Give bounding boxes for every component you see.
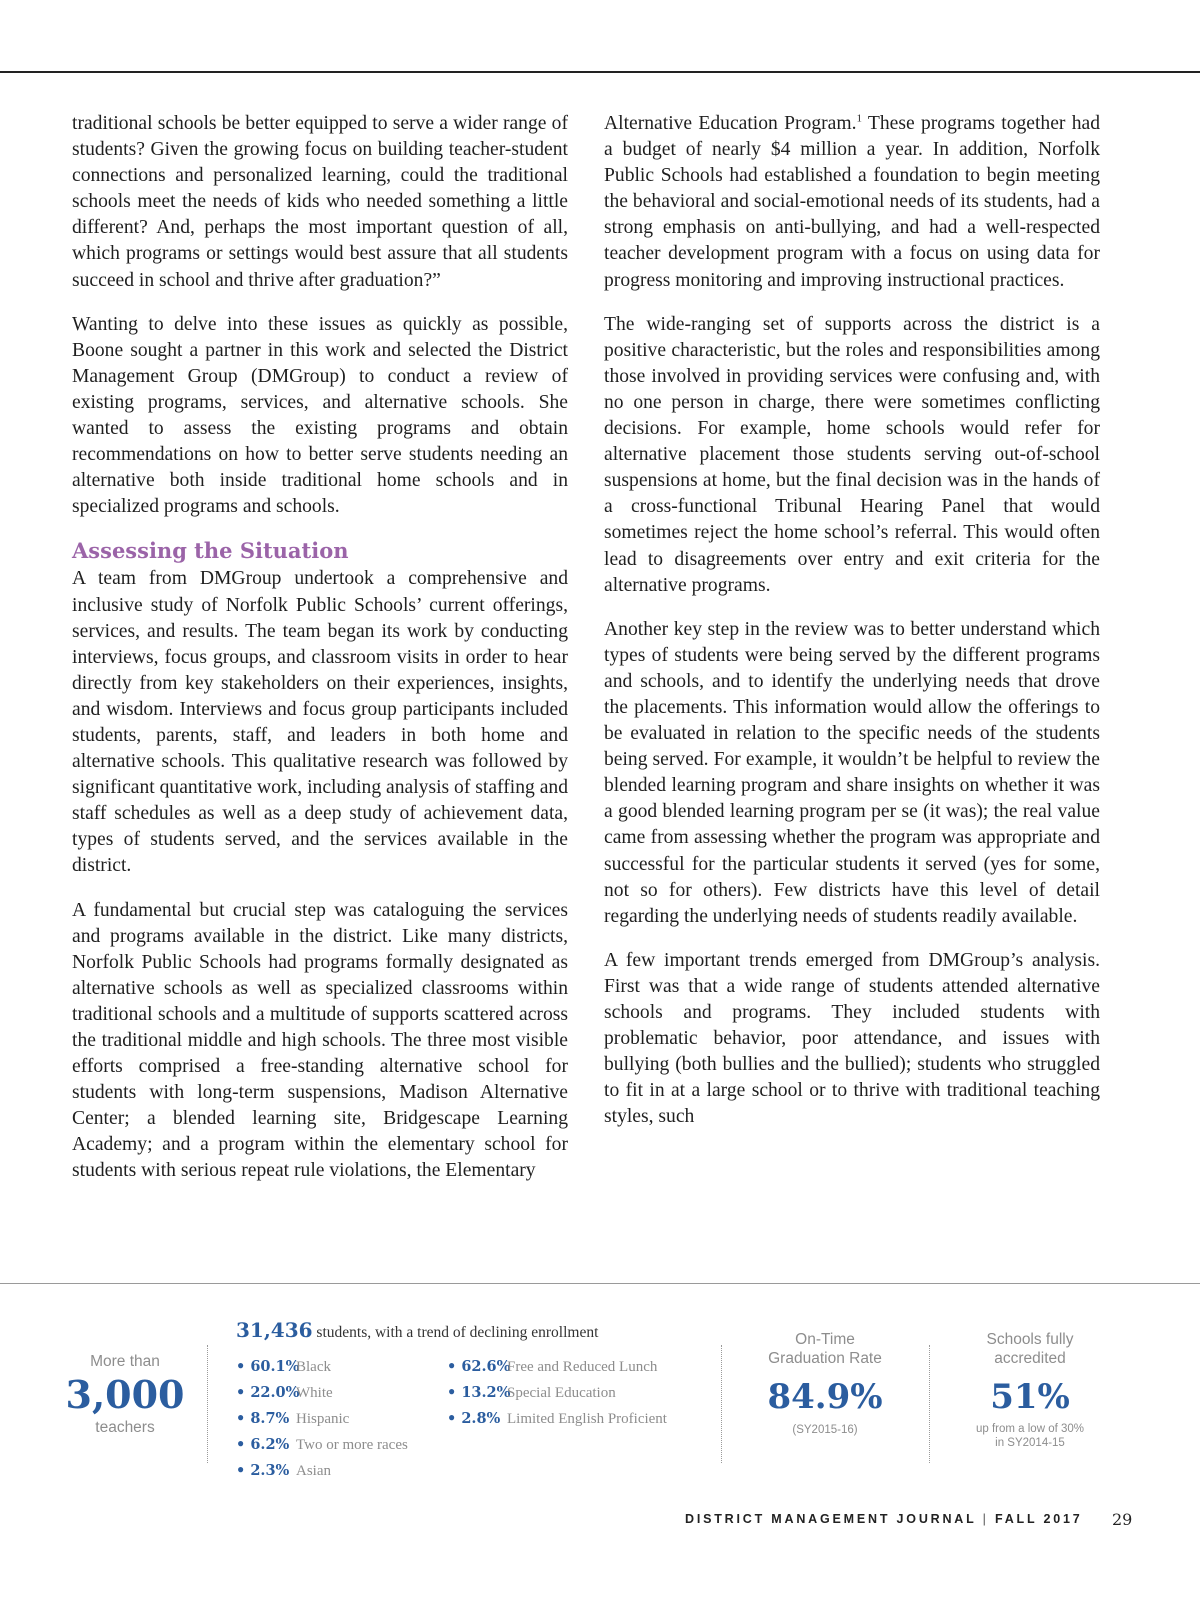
teachers-value: 3,000 — [65, 1372, 185, 1417]
section-heading: Assessing the Situation — [72, 538, 349, 564]
students-count: 31,436 — [236, 1318, 313, 1342]
top-rule — [0, 71, 1200, 73]
demographic-pct: • 8.7% — [236, 1410, 290, 1427]
programs-list — [447, 1354, 667, 1432]
journal-issue: FALL 2017 — [994, 1512, 1083, 1526]
teachers-label-top: More than — [90, 1353, 160, 1370]
demographic-pct: • 22.0% — [236, 1384, 300, 1401]
demographic-label: Two or more races — [296, 1437, 408, 1453]
left-paragraph-2: Wanting to delve into these issues as quickly as possible, Boone sought a partner in this work and selected the District Management Group (DMGroup) to conduct a review of existing programs, services, and alternative schools. She wanted to assess the existing programs and obtain recommendations on how to better serve students needing an alternative both inside traditional home schools and in specialized programs and schools. — [72, 313, 568, 518]
teachers-stat — [60, 1352, 190, 1438]
right-paragraph-1 — [604, 111, 1100, 294]
right-paragraph-1-start: Alternative Education Program. — [604, 113, 857, 134]
dotted-divider-2 — [721, 1345, 722, 1463]
right-column — [604, 111, 1100, 1148]
program-item — [447, 1406, 667, 1432]
accreditation-stat — [950, 1330, 1110, 1450]
dotted-divider-3 — [929, 1345, 930, 1463]
students-label: students, with a trend of declining enrollment — [316, 1324, 599, 1341]
demographics-list — [236, 1354, 408, 1484]
accreditation-label-1: Schools fully — [986, 1331, 1074, 1348]
accreditation-label-2: accredited — [994, 1350, 1066, 1367]
journal-name: DISTRICT MANAGEMENT JOURNAL — [685, 1512, 977, 1526]
right-paragraph-4: A few important trends emerged from DMGroup’s analysis. First was that a wide range of students attended alternative schools and programs. They included students with problematic behavior, poor attendance, and issues with bullying (both bullies and the bullied); students who struggled to fit in at a large school or to thrive with traditional teaching styles, such — [604, 949, 1100, 1128]
left-paragraph-3: A team from DMGroup undertook a comprehensive and inclusive study of Norfolk Public Schools’ current offerings, services, and results. The team began its work by conducting interviews, focus groups, and classroom visits in order to hear directly from key stakeholders on their experiences, insights, and wisdom. Interviews and focus group participants included students, parents, staff, and leaders in both home and alternative schools. This qualitative research was followed by significant quantitative work, including analysis of staffing and staff schedules as well as a deep study of achievement data, types of students served, and the services available in the district. — [72, 568, 568, 877]
demographic-item — [236, 1354, 408, 1380]
program-pct: • 2.8% — [447, 1410, 501, 1427]
demographic-label: Black — [296, 1359, 331, 1375]
stats-divider — [0, 1283, 1200, 1284]
demographic-pct: • 60.1% — [236, 1358, 300, 1375]
demographic-pct: • 6.2% — [236, 1436, 290, 1453]
program-pct: • 13.2% — [447, 1384, 511, 1401]
demographic-item — [236, 1432, 408, 1458]
graduation-stat — [745, 1330, 905, 1438]
graduation-note: (SY2015-16) — [792, 1424, 858, 1436]
demographic-label: Hispanic — [296, 1411, 350, 1427]
left-paragraph-1: traditional schools be better equipped to serve a wider range of students? Given the growing focus on building teacher-student connections and personalized learning, could the traditional schools meet the needs of kids who needed something a little different? And, perhaps the most important question of all, which programs or settings would best assure that all students succeed in school and thrive after graduation?” — [72, 113, 568, 291]
graduation-label-2: Graduation Rate — [768, 1350, 882, 1367]
program-label: Limited English Proficient — [507, 1411, 667, 1427]
graduation-label-1: On-Time — [795, 1331, 855, 1348]
accreditation-note-1: up from a low of 30% — [975, 1423, 1085, 1435]
demographic-item — [236, 1380, 408, 1406]
demographic-label: White — [296, 1385, 333, 1401]
accreditation-value: 51% — [990, 1377, 1070, 1417]
program-item — [447, 1380, 667, 1406]
left-column — [72, 111, 568, 1203]
footer-separator: | — [982, 1512, 989, 1526]
right-paragraph-2: The wide-ranging set of supports across the district is a positive characteristic, but the roles and responsibilities among those involved in providing services were confusing and, with no one person in charge, there were sometimes conflicting decisions. For example, home schools would refer for alternative placement those students serving out-of-school suspensions at home, but the final decision was in the hands of a cross-functional Tribunal Hearing Panel that would sometimes reject the home school’s referral. This would often lead to disagreements over entry and exit criteria for the alternative programs. — [604, 313, 1100, 596]
demographic-pct: • 2.3% — [236, 1462, 290, 1479]
right-paragraph-3: Another key step in the review was to better understand which types of students were being served by the different programs and schools, and to identify the underlying needs that drove the placements. This information would allow the offerings to be evaluated in relation to the specific needs of the students being served. For example, it wouldn’t be helpful to review the blended learning program and share insights on whether it was a good blended learning program per se (it was); the real value came from assessing whether the program was appropriate and successful for the particular students it served (yes for some, not so for others). Few districts have this level of detail regarding the underlying needs of students readily available. — [604, 618, 1100, 927]
footer-journal — [685, 1512, 1082, 1526]
demographic-item — [236, 1406, 408, 1432]
demographic-item — [236, 1458, 408, 1484]
demographic-label: Asian — [296, 1463, 331, 1479]
page-number: 29 — [1112, 1510, 1133, 1529]
program-label: Free and Reduced Lunch — [507, 1359, 658, 1375]
right-paragraph-1-rest: These programs together had a budget of nearly $4 million a year. In addition, Norfolk Public Schools had established a foundation to begin meeting the behavioral and social-emotional needs of its students, had a strong emphasis on anti-bullying, and had a well-respected teacher development program with a focus on using data for progress monitoring and improving instructional practices. — [604, 113, 1101, 291]
program-pct: • 62.6% — [447, 1358, 511, 1375]
graduation-value: 84.9% — [767, 1377, 883, 1417]
program-item — [447, 1354, 667, 1380]
students-headline — [236, 1318, 598, 1342]
left-paragraph-4: A fundamental but crucial step was cataloguing the services and programs available in the district. Like many districts, Norfolk Public Schools had programs formally designated as alternative schools as well as specialized classrooms within traditional schools and a multitude of supports scattered across the traditional middle and high schools. The three most visible efforts comprised a free-standing alternative school for students with long-term suspensions, Madison Alternative Center; a blended learning site, Bridgescape Learning Academy; and a program within the elementary school for students with serious repeat rule violations, the Elementary — [72, 899, 568, 1182]
dotted-divider-1 — [207, 1345, 208, 1463]
program-label: Special Education — [507, 1385, 616, 1401]
teachers-label-bottom: teachers — [95, 1419, 155, 1436]
accreditation-note-2: in SY2014-15 — [995, 1437, 1065, 1449]
footnote-marker: 1 — [856, 112, 862, 125]
